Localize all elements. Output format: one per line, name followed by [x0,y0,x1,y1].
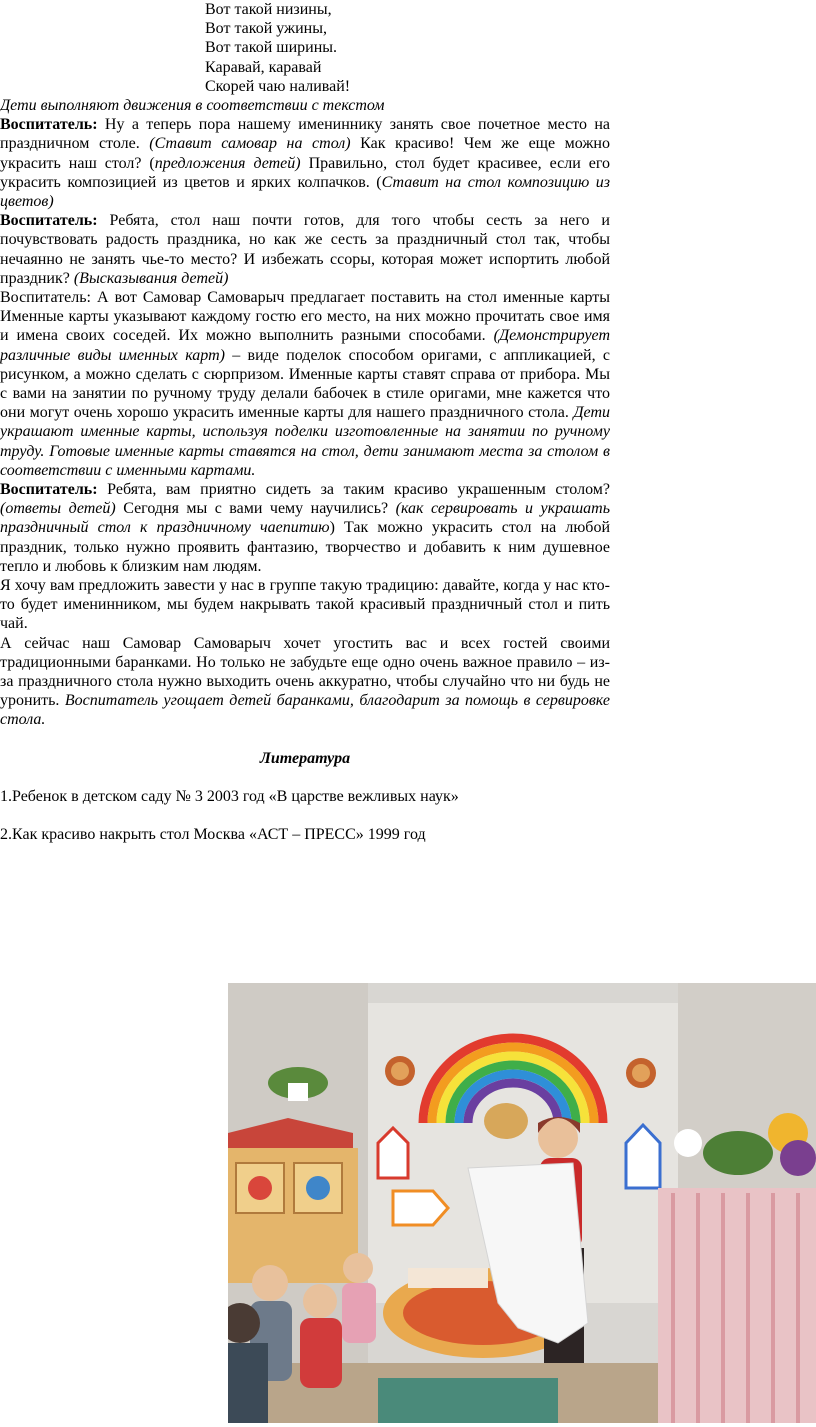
literature-title: Литература [259,749,351,767]
speaker-label: Воспитатель: [0,212,98,230]
reference-item: 2.Как красиво накрыть стол Москва «АСТ – ПРЕСС» 1999 год [0,826,426,844]
speaker-label: Воспитатель: [0,481,98,498]
document-body [0,0,610,844]
poem-block [205,0,610,96]
classroom-photo-drawing [228,983,816,1423]
speaker-label: Воспитатель: [0,116,98,134]
poem-line: Вот такой низины, [205,1,332,18]
poem-line: Вот такой ужины, [205,20,327,38]
poem-line: Вот такой ширины. [205,39,338,57]
paragraph-tradition: Я хочу вам предложить завести у нас в группе такую традицию: давайте, когда у нас кто-то будет именинником, мы будем накрывать такой красивый праздничный стол и пить чай. [0,577,610,633]
poem-line: Скорей чаю наливай! [205,77,351,95]
paragraph-table-ready: Воспитатель: Ребята, стол наш почти готов, для того чтобы сесть за него и почувствовать радость праздника, но как же сесть за праздничный стол так, чтобы нечаянно не занять чье-то место? И избежать ссоры, которая может испортить любой праздник? (Высказывания детей) [0,212,610,287]
paragraph-summary: Воспитатель: Ребята, вам приятно сидеть за таким красиво украшенным столом? (ответы детей) Сегодня мы с вами чему научились? (как сервировать и украшать праздничный стол к праздничному чаепитию) Так можно украсить стол на любой праздник, только нужно проявить фантазию, творчество и добавить к ним душевное тепло и любовь к близким нам людям. [0,481,611,575]
paragraph-name-cards: Воспитатель: А вот Самовар Самоварыч предлагает поставить на стол именные карты Именные карты указывают каждому гостю его место, на них можно прочитать свое имя и имена своих соседей. Их можно выполнить разными способами. (Демонстрирует различные виды именных карт) – виде поделок способом оригами, с аппликацией, с рисунком, а можно сделать с сюрпризом. Именные карты ставят справа от прибора. Мы с вами на занятии по ручному труду делали бабочек в стиле оригами, мне кажется что они могут очень хорошо украсить именные карты для нашего праздничного стола. Дети украшают именные карты, используя поделки изготовленные на занятии по ручному труду. Готовые именные карты ставятся на стол, дети занимают места за столом в соответствии с именными картами. [0,288,610,479]
classroom-photo [228,983,816,1423]
paragraph-treat: А сейчас наш Самовар Самоварыч хочет угостить вас и всех гостей своими традиционными баранками. Но только не забудьте еще одно очень важное правило – из-за праздничного стола нужно выходить очень аккуратно, чтобы случайно что ни будь не уронить. Воспитатель угощает детей баранками, благодарит за помощь в сервировке стола. [0,634,610,729]
paragraph-movements: Дети выполняют движения в соответствии с текстом [0,96,385,114]
reference-item: 1.Ребенок в детском саду № 3 2003 год «В царстве вежливых наук» [0,787,459,805]
paragraph-samovar: Воспитатель: Ну а теперь пора нашему имениннику занять свое почетное место на праздничном столе. (Ставит самовар на стол) Как красиво! Чем же еще можно украсить наш стол? (предложения детей) Правильно, стол будет красивее, если его украсить композицией из цветов и ярких колпачков. (Ставит на стол композицию из цветов) [0,116,610,210]
poem-line: Каравай, каравай [205,58,322,76]
